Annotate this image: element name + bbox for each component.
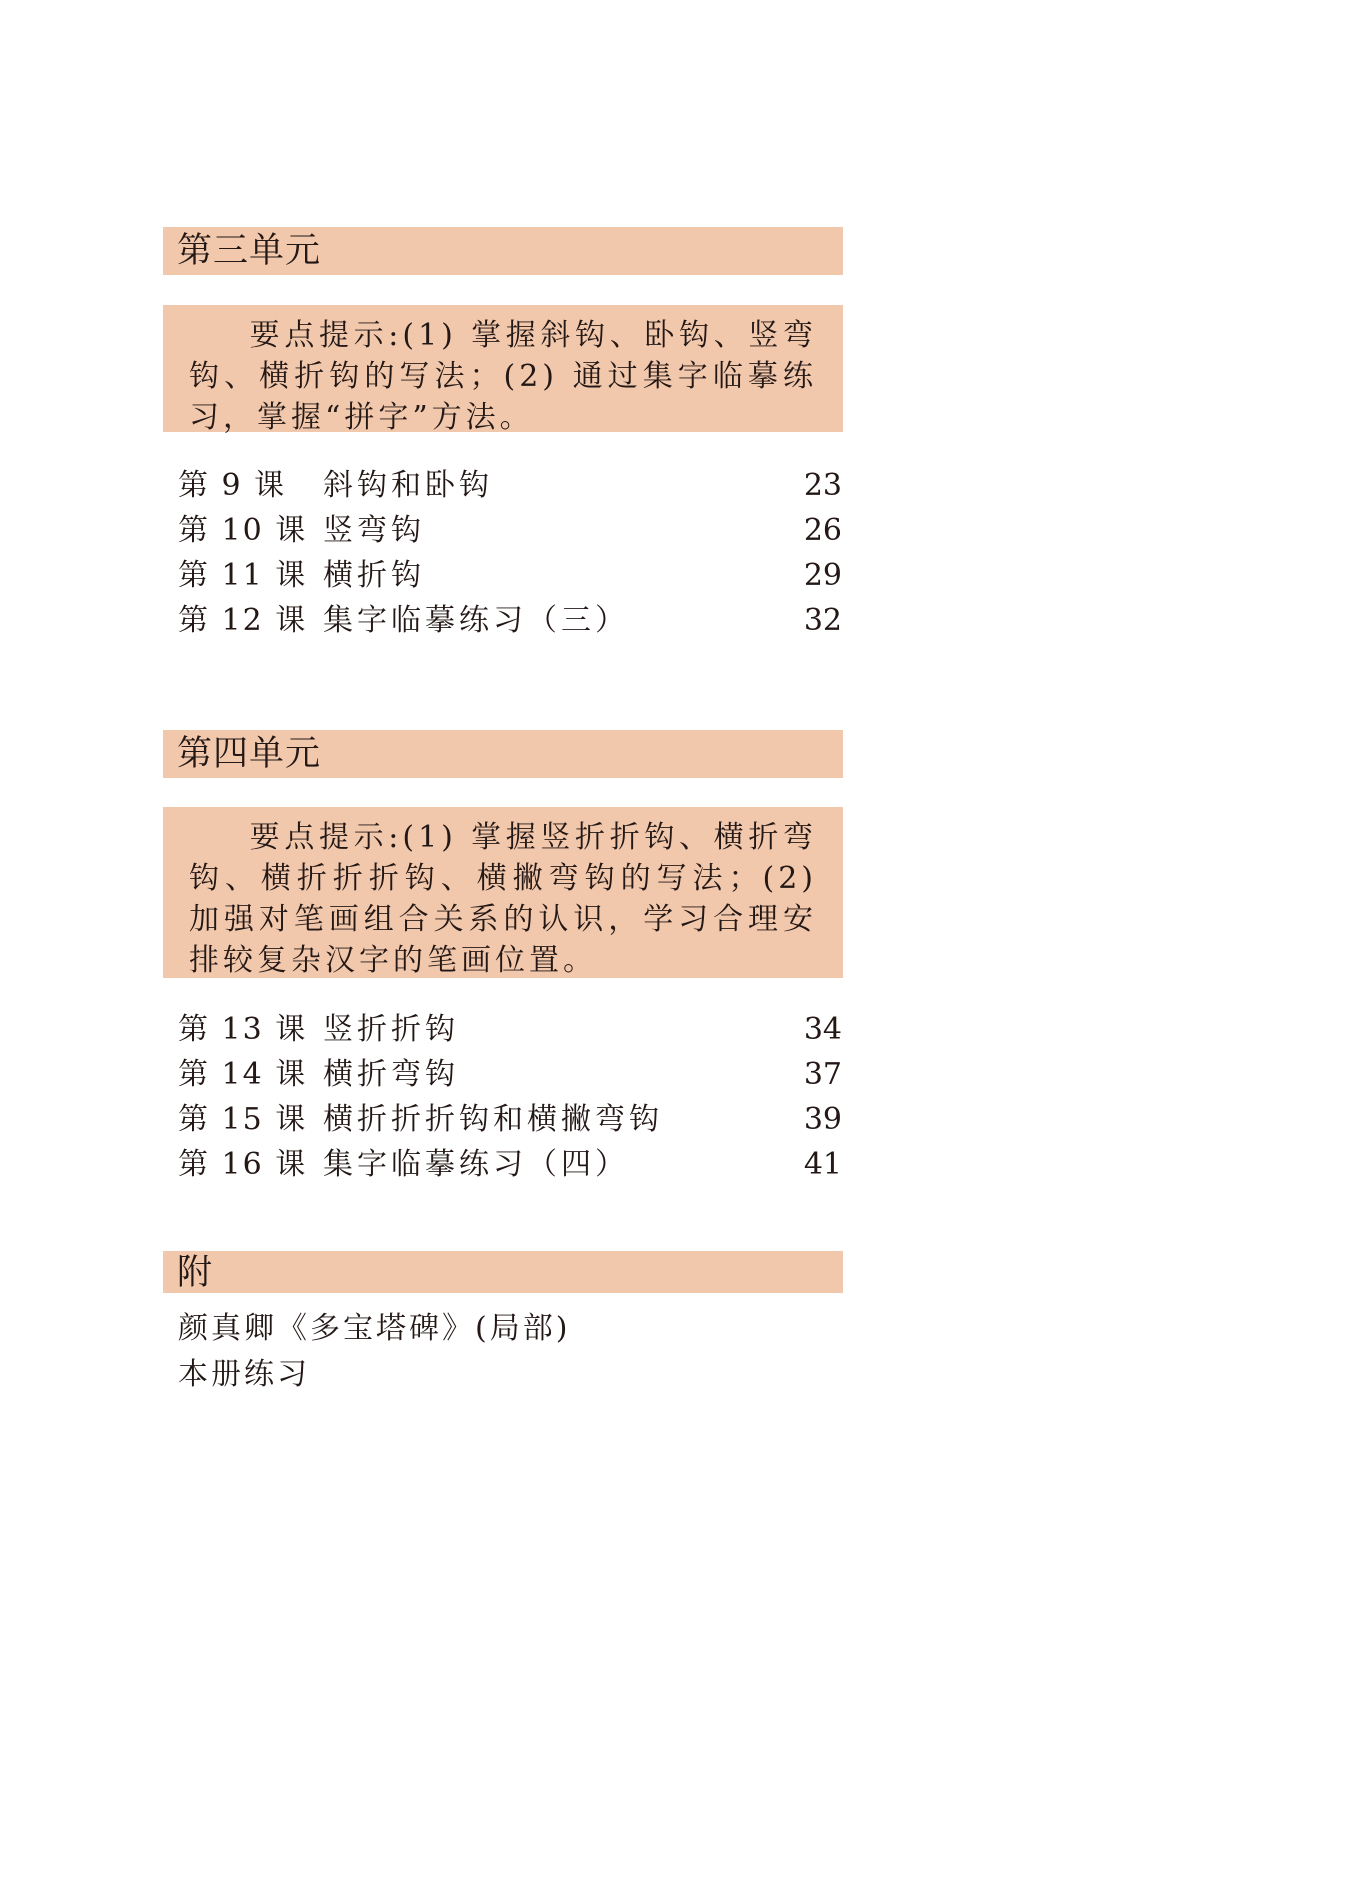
unit-4-tips-box: [163, 807, 843, 978]
unit-4-lesson-list: [178, 1007, 842, 1187]
lesson-title: 斜钩和卧钩: [323, 468, 493, 503]
lesson-page-number: 34: [803, 1012, 842, 1047]
unit-4-header: [163, 730, 843, 778]
lesson-page-number: 23: [803, 468, 842, 503]
lesson-number: 第 16 课: [178, 1147, 308, 1182]
unit-4-tips-text: 要点提示:(1) 掌握竖折折钩、横折弯钩、横折折折钩、横撇弯钩的写法；(2) 加强对笔画组合关系的认识，学习合理安排较复杂汉字的笔画位置。: [189, 820, 817, 978]
lesson-entry-9[interactable]: [178, 463, 842, 508]
unit-3-tips-text: 要点提示:(1) 掌握斜钩、卧钩、竖弯钩、横折钩的写法；(2) 通过集字临摹练习，掌握“拼字”方法。: [189, 318, 817, 435]
lesson-number: 第 9 课: [178, 468, 287, 503]
lesson-title: 横折弯钩: [323, 1057, 459, 1092]
lesson-page-number: 37: [803, 1057, 842, 1092]
lesson-title: 集字临摹练习（三）: [323, 603, 629, 638]
lesson-title: 竖折折钩: [323, 1012, 459, 1047]
appendix-item[interactable]: 颜真卿《多宝塔碑》(局部): [178, 1311, 571, 1346]
lesson-page-number: 32: [803, 603, 842, 638]
unit-4-title: 第四单元: [177, 734, 322, 774]
lesson-page-number: 26: [803, 513, 842, 548]
appendix-list: [178, 1306, 570, 1398]
lesson-number: 第 11 课: [178, 558, 308, 593]
lesson-entry-12[interactable]: [178, 598, 842, 643]
lesson-page-number: 39: [803, 1102, 842, 1137]
unit-3-title: 第三单元: [177, 231, 322, 271]
lesson-entry-10[interactable]: [178, 508, 842, 553]
unit-3-header: [163, 227, 843, 275]
lesson-page-number: 41: [803, 1147, 842, 1182]
lesson-number: 第 12 课: [178, 603, 308, 638]
appendix-title: 附: [177, 1253, 214, 1293]
lesson-page-number: 29: [803, 558, 842, 593]
lesson-entry-15[interactable]: [178, 1097, 842, 1142]
lesson-number: 第 10 课: [178, 513, 308, 548]
lesson-entry-11[interactable]: [178, 553, 842, 598]
unit-3-tips-box: [163, 305, 843, 435]
lesson-title: 竖弯钩: [323, 513, 425, 548]
lesson-title: 横折折折钩和横撇弯钩: [323, 1102, 663, 1137]
lesson-entry-16[interactable]: [178, 1142, 842, 1187]
lesson-number: 第 14 课: [178, 1057, 308, 1092]
lesson-entry-14[interactable]: [178, 1052, 842, 1097]
unit-3-lesson-list: [178, 463, 842, 643]
lesson-title: 集字临摹练习（四）: [323, 1147, 629, 1182]
lesson-number: 第 15 课: [178, 1102, 308, 1137]
appendix-header: [163, 1251, 843, 1293]
appendix-item[interactable]: 本册练习: [178, 1357, 310, 1392]
lesson-number: 第 13 课: [178, 1012, 308, 1047]
lesson-entry-13[interactable]: [178, 1007, 842, 1052]
lesson-title: 横折钩: [323, 558, 425, 593]
